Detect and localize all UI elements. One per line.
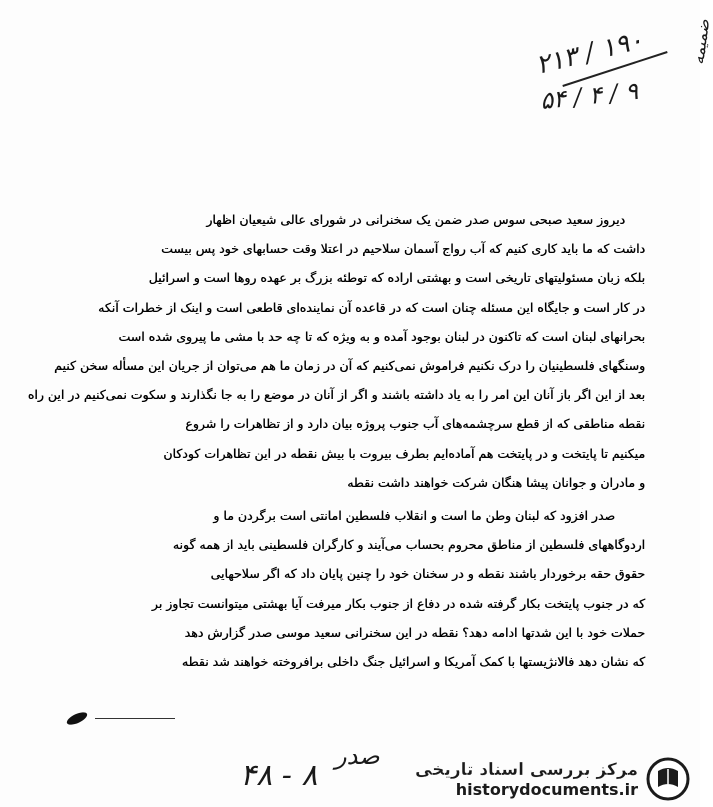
divider-line <box>95 718 175 719</box>
body-line: صدر افزود که لبنان وطن ما است و انقلاب فلسطین امانتی است برگردن ما و <box>213 508 615 524</box>
body-line: نقطه مناطقی که از قطع سرچشمه‌های آب جنوب پروژه بیان دارد و از تظاهرات را شروع <box>185 416 645 432</box>
body-line: بعد از این اگر باز آنان این امر را به یاد داشته باشند و اگر از آنان در موضع را به جا نگذارند و سکوت نمی‌کنیم در این راه <box>27 387 645 403</box>
watermark-url: historydocuments.ir <box>455 779 638 799</box>
body-line: که نشان دهد فالانژیستها با کمک آمریکا و اسرائیل جنگ داخلی برافروخته خواهند شد نقطه <box>181 654 645 670</box>
handwritten-page-number: ۴۸ - ۸ <box>240 758 318 793</box>
handwritten-annex-label: ضمیمه <box>687 18 713 66</box>
handwritten-date: ۵۴ / ۴ / ۹ <box>538 76 640 116</box>
body-line: داشت که ما باید کاری کنیم که آب رواج آسمان سلاحیم در اعتلا وقت حسابهای خود پس بیست <box>160 241 645 257</box>
body-line: حقوق حقه برخوردار باشند نقطه و در سخنان خود را چنین پایان داد که اگر سلاحهایی <box>210 566 645 582</box>
handwritten-reference-number: ۲۱۳ / ۱۹۰ <box>532 25 647 81</box>
body-line: در کار است و جایگاه این مسئله چنان است که در قاعده آن نماینده‌ای قاطعی است و اینک از خطرات آنکه <box>98 299 645 315</box>
handwritten-signature-word: صدر <box>335 742 380 770</box>
body-line: که در جنوب پایتخت بکار گرفته شده در دفاع از جنوب بکار میرفت آیا بهشتی میتوانست تجاوز بر <box>151 595 645 611</box>
document-body <box>27 205 645 676</box>
body-line: و مادران و جوانان پیشا هنگان شرکت خواهند داشت نقطه <box>347 474 645 490</box>
body-line: حملات خود با این شدتها ادامه دهد؟ نقطه در این سخنرانی سعید موسی صدر گزارش دهد <box>184 624 645 640</box>
archive-logo-icon <box>646 757 690 801</box>
body-line: وسنگهای فلسطینیان را درک نکنیم فراموش نمی‌کنیم که آن در زمان ما هم می‌توان از جریان این مسأله سخن کنیم <box>54 358 645 374</box>
body-line: اردوگاههای فلسطین از مناطق محروم بحساب می‌آیند و کارگران فلسطینی باید از همه گونه <box>172 537 645 553</box>
watermark-title: مرکز بررسی اسناد تاریخی <box>415 759 638 780</box>
watermark-text <box>415 760 638 799</box>
body-line: دیروز سعید صبحی سوس صدر ضمن یک سخنرانی در شورای عالی شیعیان اظهار <box>206 212 625 227</box>
ink-blot <box>65 710 89 727</box>
body-line: بلکه زبان مسئولیتهای تاریخی است و بهشتی اراده که توطئه بزرگ بر عهده روها است و اسرائیل <box>148 270 645 286</box>
watermark <box>415 757 690 801</box>
body-line: بحرانهای لبنان است که تاکنون در لبنان بوجود آمده و به ویژه که تا چه حد با مشی ما پیروی شده است <box>118 328 645 344</box>
body-line: میکنیم تا پایتخت و در پایتخت هم آماده‌ایم بطرف بیروت با بیش نقطه در این تظاهرات کودکان <box>163 445 645 461</box>
